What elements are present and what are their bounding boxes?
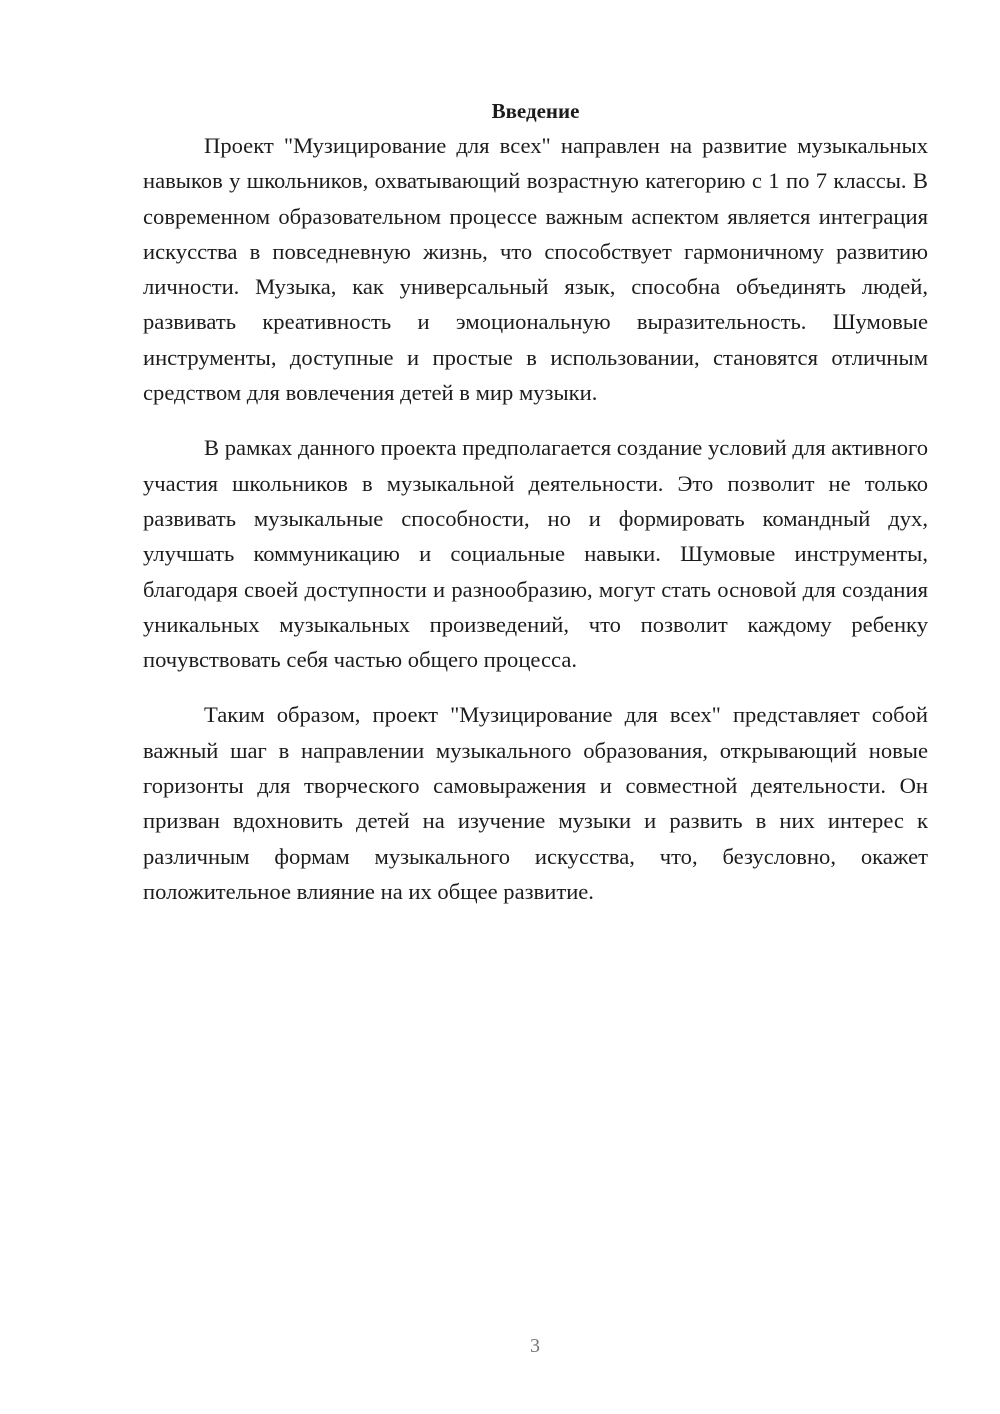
paragraph-2: В рамках данного проекта предполагается создание условий для активного участия школьников в музыкальной деятельности. Это позволит не только развивать музыкальные способности, но и формировать командный дух, улучшать коммуникацию и социальные навыки. Шумовые инструменты, благодаря своей доступности и разнообразию, могут стать основой для создания уникальных музыкальных произведений, что позволит каждому ребенку почувствовать себя частью общего процесса. (143, 435, 928, 673)
paragraph-1: Проект "Музицирование для всех" направлен на развитие музыкальных навыков у школьников, охватывающий возрастную категорию с 1 по 7 классы. В современном образовательном процессе важным аспектом является интеграция искусства в повседневную жизнь, что способствует гармоничному развитию личности. Музыка, как универсальный язык, способна объединять людей, развивать креативность и эмоциональную выразительность. Шумовые инструменты, доступные и простые в использовании, становятся отличным средством для вовлечения детей в мир музыки. (143, 133, 928, 406)
section-title: Введение (491, 99, 580, 123)
page-number: 3 (530, 1335, 540, 1357)
paragraph-3: Таким образом, проект "Музицирование для всех" представляет собой важный шаг в направлении музыкального образования, открывающий новые горизонты для творческого самовыражения и совместной деятельности. Он призван вдохновить детей на изучение музыки и развить в них интерес к различным формам музыкального искусства, что, безусловно, окажет положительное влияние на их общее развитие. (143, 702, 928, 904)
page-content (143, 96, 928, 929)
